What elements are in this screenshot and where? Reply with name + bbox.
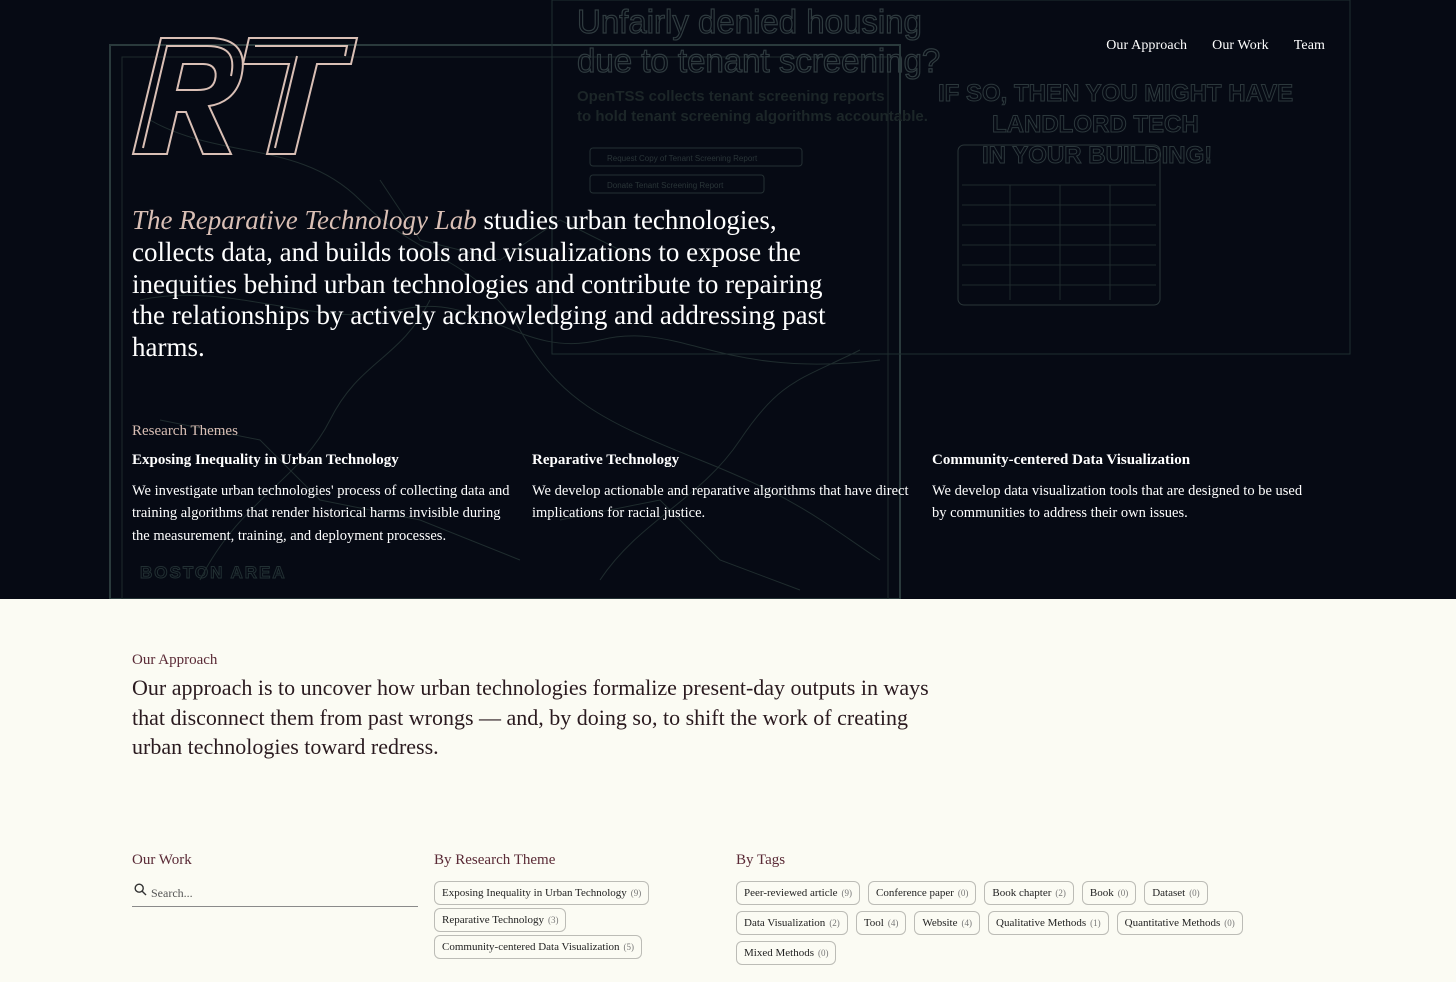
tag-filter-dataset[interactable] — [1144, 881, 1207, 905]
chip-count: (9) — [841, 888, 853, 898]
chip-label: Book — [1089, 887, 1114, 899]
bg-button-2-label: Donate Tenant Screening Report — [607, 181, 724, 190]
chip-count: (2) — [1055, 888, 1066, 898]
search-box — [132, 881, 418, 907]
chip-label: Mixed Methods — [744, 947, 814, 959]
tag-filter-conference-paper[interactable] — [868, 881, 976, 905]
main-nav — [1106, 38, 1325, 54]
chip-label: Community-centered Data Visualization — [442, 941, 620, 953]
bg-map-title: BOSTON AREA — [140, 563, 287, 582]
chip-label: Exposing Inequality in Urban Technology — [442, 887, 627, 899]
search-input[interactable] — [132, 881, 418, 906]
bg-button-1-label: Request Copy of Tenant Screening Report — [607, 154, 758, 163]
theme-filter-community-data-viz[interactable] — [434, 935, 642, 959]
theme-title: Exposing Inequality in Urban Technology — [132, 452, 399, 468]
theme-title: Community-centered Data Visualization — [932, 452, 1191, 468]
intro-description: studies urban technologies, collects data, and builds tools and visualizations to expose the inequities behind urban technologies and contribute to repairing the relationships by actively acknowledging and addressing past harms. — [132, 205, 826, 363]
approach-section — [132, 652, 932, 762]
chip-label: Tool — [863, 917, 884, 929]
chip-label: Peer-reviewed article — [744, 887, 838, 899]
by-theme-label: By Research Theme — [434, 852, 556, 868]
chip-label: Reparative Technology — [442, 914, 544, 926]
intro-lab-name: The Reparative Technology Lab — [132, 205, 477, 235]
chip-count: (5) — [623, 942, 635, 952]
tag-filter-tool[interactable] — [856, 911, 907, 935]
theme-title: Reparative Technology — [532, 452, 680, 468]
chip-count: (0) — [1117, 888, 1129, 898]
bg-poster-1: IF SO, THEN YOU MIGHT HAVE — [938, 80, 1294, 107]
chip-count: (0) — [957, 888, 969, 898]
theme-reparative-technology — [532, 452, 932, 547]
tag-filter-peer-reviewed-article[interactable] — [736, 881, 860, 905]
chip-label: Dataset — [1152, 887, 1186, 899]
chip-count: (1) — [1090, 918, 1101, 928]
bg-headline-2: due to tenant screening? — [577, 42, 941, 79]
chip-label: Data Visualization — [744, 917, 826, 929]
chip-label: Website — [922, 917, 958, 929]
chip-count: (4) — [961, 918, 972, 928]
theme-community-data-viz — [932, 452, 1332, 547]
chip-label: Conference paper — [876, 887, 954, 899]
bg-sub-1: OpenTSS collects tenant screening reports — [577, 88, 885, 105]
nav-our-work[interactable]: Our Work — [1212, 38, 1269, 53]
search-icon — [134, 883, 147, 896]
theme-description: We develop data visualization tools that are designed to be used by communities to address their own issues. — [932, 483, 1303, 522]
chip-label: Qualitative Methods — [996, 917, 1087, 929]
chip-count: (2) — [829, 918, 840, 928]
by-tags-label: By Tags — [736, 852, 786, 868]
rt-logo — [131, 34, 359, 158]
chip-count: (0) — [1224, 918, 1235, 928]
chip-count: (3) — [547, 915, 559, 925]
tag-filter-quantitative-methods[interactable] — [1117, 911, 1243, 935]
our-work-label: Our Work — [132, 852, 192, 868]
approach-label: Our Approach — [132, 652, 218, 668]
theme-exposing-inequality — [132, 452, 532, 547]
our-work-section — [132, 852, 1276, 965]
bg-poster-2: LANDLORD TECH — [992, 111, 1199, 138]
filter-by-tags-column — [736, 852, 1276, 965]
nav-our-approach[interactable]: Our Approach — [1106, 38, 1188, 53]
theme-description: We investigate urban technologies' process of collecting data and training algorithms that render historical harms invisible during the measurement, training, and deployment processes. — [132, 483, 510, 544]
bg-sub-2: to hold tenant screening algorithms accountable. — [577, 108, 928, 125]
chip-label: Quantitative Methods — [1124, 917, 1221, 929]
bg-poster-3: IN YOUR BUILDING! — [982, 142, 1213, 169]
theme-description: We develop actionable and reparative algorithms that have direct implications for racial justice. — [532, 483, 909, 522]
tag-filter-qualitative-methods[interactable] — [988, 911, 1109, 935]
nav-team[interactable]: Team — [1293, 38, 1325, 53]
research-themes — [132, 452, 1332, 547]
theme-filters — [434, 881, 736, 959]
bg-headline-1: Unfairly denied housing — [577, 3, 922, 40]
chip-count: (9) — [630, 888, 642, 898]
tag-filter-data-visualization[interactable] — [736, 911, 848, 935]
approach-text: Our approach is to uncover how urban technologies formalize present-day outputs in ways that disconnect them from past wrongs — and, by doing so, to shift the work of creating urban technologies toward redress. — [132, 675, 929, 760]
bg-report-rows — [962, 185, 1156, 300]
chip-label: Book chapter — [992, 887, 1052, 899]
tag-filter-website[interactable] — [914, 911, 980, 935]
tag-filter-book[interactable] — [1082, 881, 1136, 905]
theme-filter-reparative-technology[interactable] — [434, 908, 566, 932]
work-search-column — [132, 852, 434, 965]
tag-filters — [736, 881, 1276, 965]
chip-count: (4) — [887, 918, 899, 928]
research-themes-label: Research Themes — [132, 423, 238, 439]
tag-filter-book-chapter[interactable] — [984, 881, 1073, 905]
chip-count: (0) — [1189, 888, 1200, 898]
filter-by-theme-column — [434, 852, 736, 965]
intro-text — [132, 205, 832, 364]
chip-count: (0) — [817, 948, 829, 958]
tag-filter-mixed-methods[interactable] — [736, 941, 836, 965]
theme-filter-exposing-inequality[interactable] — [434, 881, 649, 905]
